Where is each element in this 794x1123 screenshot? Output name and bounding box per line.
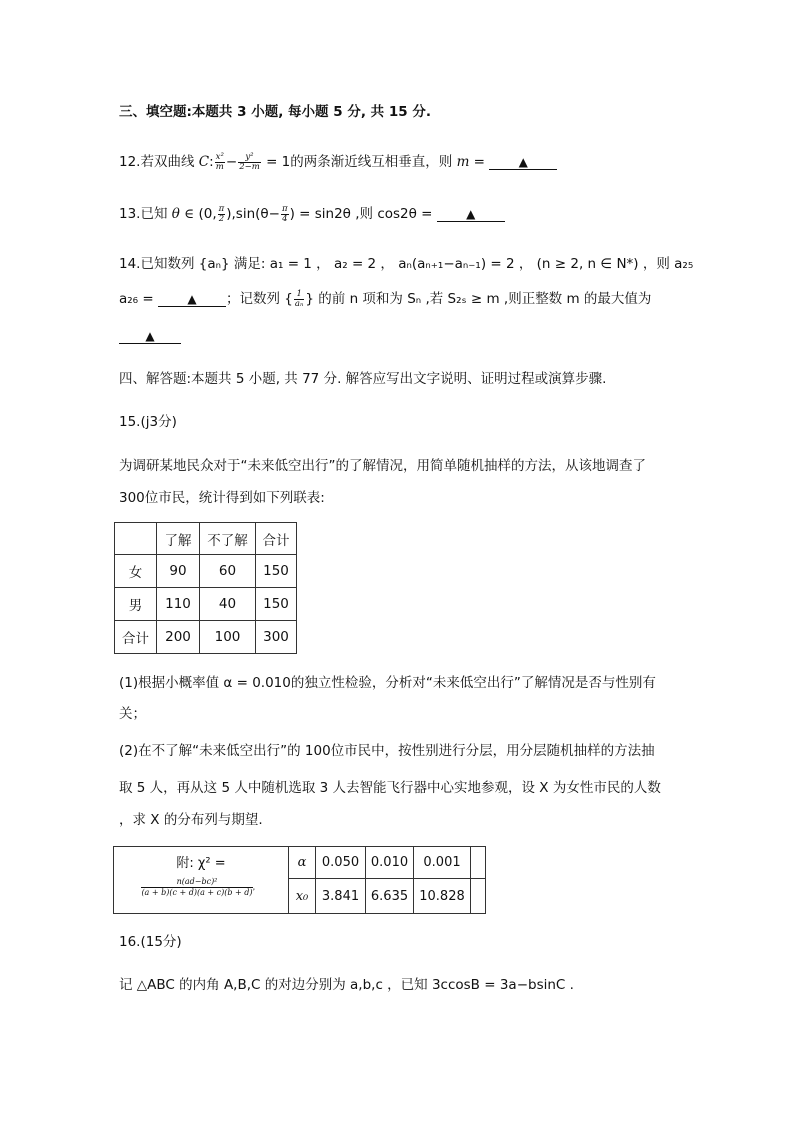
q13-interval-right: ) [226,206,232,222]
q15-part1-line1: (1)根据小概率值 α = 0.010的独立性检验，分析对“未来低空出行”了解情况是否与性别有 [119,675,656,691]
formula-cell [114,847,289,914]
question-14-line3 [119,326,181,346]
question-14-line1: 14.已知数列 {aₙ} 满足: a₁ = 1 ， a₂ = 2 ， aₙ(aₙ₊₁−aₙ₋₁) = 2 ， (n ≥ 2, n ∈ N*) ，则 a₂₅ [119,256,694,272]
question-15-title: 15.(j3分) [119,414,177,430]
q13-interval-left: (0, [198,206,217,222]
table-cell: 0.001 [414,847,471,879]
table-row [115,555,297,588]
q13-sin-part: ,sin(θ− [231,206,280,222]
section4-heading: 四、解答题:本题共 5 小题, 共 77 分. 解答应写出文字说明、证明过程或演算步骤. [119,371,607,387]
table-row [114,847,486,879]
table-cell: 男 [115,588,157,621]
table-cell: 60 [200,555,256,588]
table-cell: 0.010 [366,847,414,879]
question-13 [119,204,505,224]
table-cell: 10.828 [414,879,471,914]
table-cell: 合计 [115,621,157,654]
q12-answer-blank[interactable]: ▲ [489,155,557,170]
table-cell: 90 [157,555,200,588]
contingency-table [114,522,297,654]
q13-then: ,则 cos2θ = [350,206,437,222]
q15-part2-line3: ，求 X 的分布列与期望. [119,812,263,828]
q12-eq: = [469,154,490,170]
question-16-title: 16.(15分) [119,934,182,950]
question-12 [119,152,557,172]
formula-title: 附: χ² = [176,856,226,871]
table-cell-empty [471,847,486,879]
q15-para1-line2: 300位市民，统计得到如下列联表: [119,490,325,506]
q13-theta-in: θ ∈ [171,206,199,222]
table-cell: 6.635 [366,879,414,914]
q13-prefix: 13.已知 [119,206,172,222]
table-cell [115,523,157,555]
q12-suffix: 的两条渐近线互相垂直，则 [290,154,457,170]
table-cell: 110 [157,588,200,621]
q13-sin-close: ) = sin2θ [289,206,351,222]
x0-label: x₀ [289,879,316,914]
table-cell: 150 [256,588,297,621]
table-cell: 0.050 [316,847,366,879]
table-cell: 150 [256,555,297,588]
q15-part1-line2: 关； [119,706,146,722]
q12-frac2: $\frac{\text{y²}}{2-m}$ [239,151,260,172]
q15-part2-line1: (2)在不了解“未来低空出行”的 100位市民中，按性别进行分层，用分层随机抽样的方法抽 [119,743,655,759]
q13-frac2: $\frac{\pi}{4}$ [282,203,288,224]
q14-answer-blank-2[interactable]: ▲ [119,329,181,344]
reference-table [113,846,486,914]
q13-frac1: $\frac{\pi}{2}$ [218,203,225,224]
question-16-line1: 记 △ABC 的内角 A,B,C 的对边分别为 a,b,c ，已知 3ccosB = 3a−bsinC . [119,977,574,993]
table-cell-empty [471,879,486,914]
q14-mid: ；记数列 [226,291,285,307]
table-cell: 3.841 [316,879,366,914]
table-cell: 100 [200,621,256,654]
table-cell: 合计 [256,523,297,555]
q12-frac1: $\frac{\text{x²}}{m}$ [215,151,224,172]
table-header-row [115,523,297,555]
q14-seq-frac: $\frac{1}{\text{aₙ}}$ [294,288,304,309]
table-cell: 200 [157,621,200,654]
q14-brace-left: { [284,291,293,307]
q13-answer-blank[interactable]: ▲ [437,207,505,222]
q12-equals: = 1 [261,154,291,170]
section3-heading: 三、填空题:本题共 3 小题, 每小题 5 分, 共 15 分. [119,104,431,120]
q14-answer-blank-1[interactable]: ▲ [158,292,226,307]
table-row [115,621,297,654]
q12-curve: C [198,154,210,170]
q12-prefix: 12.若双曲线 [119,154,199,170]
q12-colon: : [209,154,214,170]
q14-tail: 的前 n 项和为 Sₙ ,若 S₂ₛ ≥ m ,则正整数 m 的最大值为 [314,291,652,307]
q12-var-m: m [456,154,470,170]
question-14-line2 [119,289,651,309]
table-row [115,588,297,621]
q12-minus: − [225,154,238,170]
q14-a26: a₂₆ = [119,291,158,307]
table-cell: 300 [256,621,297,654]
q15-para1-line1: 为调研某地民众对于“未来低空出行”的了解情况，用简单随机抽样的方法，从该地调查了 [119,458,646,474]
table-cell: 女 [115,555,157,588]
table-cell: 不了解 [200,523,256,555]
table-cell: 了解 [157,523,200,555]
table-cell: 40 [200,588,256,621]
q15-part2-line2: 取 5 人，再从这 5 人中随机选取 3 人去智能飞行器中心实地参观，设 X 为女性市民的人数 [119,780,661,796]
q14-brace-right: } [305,291,314,307]
alpha-label: α [289,847,316,879]
formula-fraction: $\frac{\text{n(ad−bc)²}}{(a + b)(c + d)(a + c)(b + d)}$ ， [141,877,261,897]
